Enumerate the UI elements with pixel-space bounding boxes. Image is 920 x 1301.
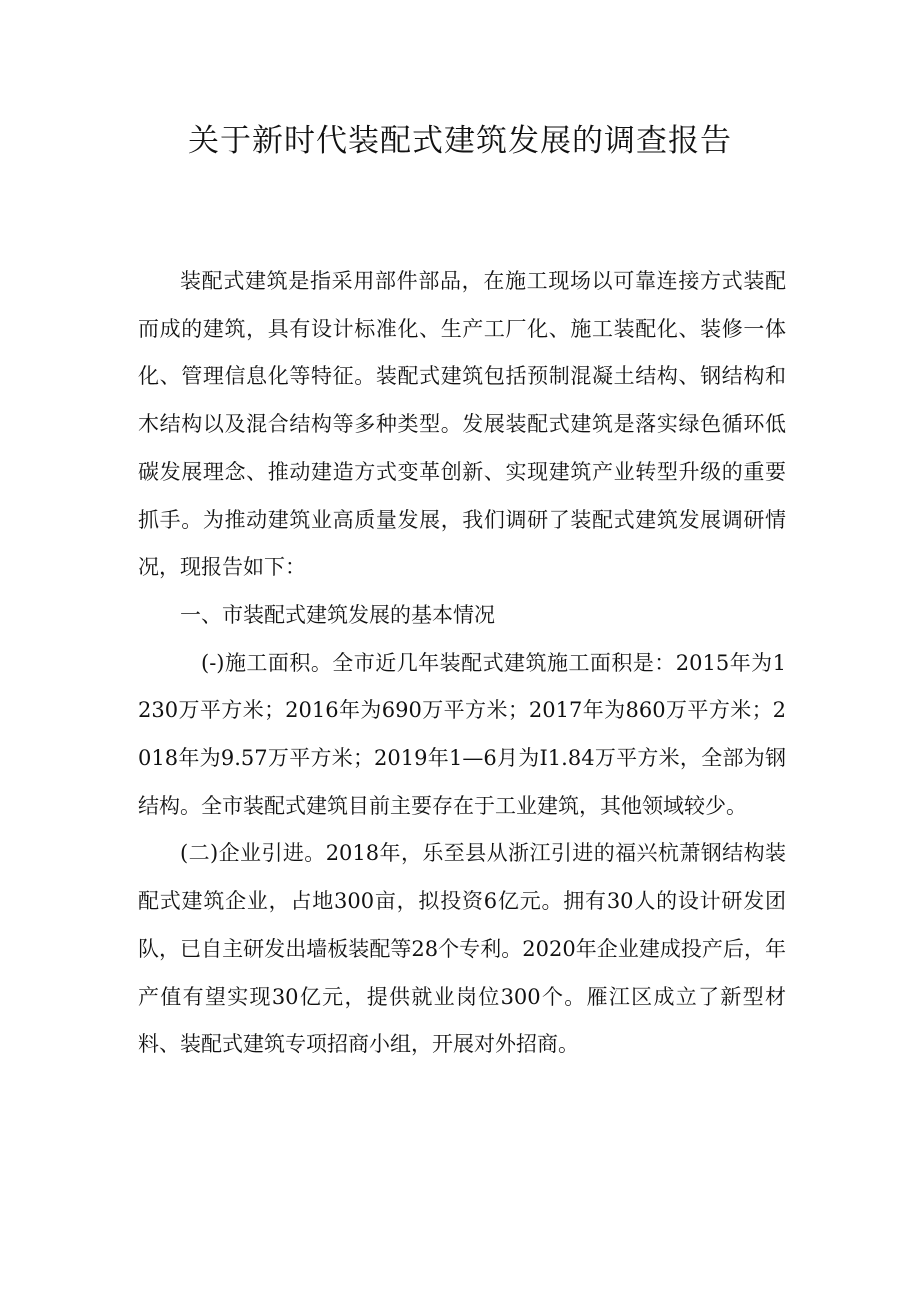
intro-paragraph: 装配式建筑是指采用部件部品，在施工现场以可靠连接方式装配而成的建筑，具有设计标准化、生产工厂化、施工装配化、装修一体化、管理信息化等特征。装配式建筑包括预制混凝土结构、钢结构和木结构以及混合结构等多种类型。发展装配式建筑是落实绿色循环低碳发展理念、推动建造方式变革创新、实现建筑产业转型升级的重要抓手。为推动建筑业高质量发展，我们调研了装配式建筑发展调研情况，现报告如下： [138,269,786,580]
document-title: 关于新时代装配式建筑发展的调查报告 [188,123,732,159]
section-heading: 一、市装配式建筑发展的基本情况 [180,602,495,627]
construction-area-paragraph: (-)施工面积。全市近几年装配式建筑施工面积是：2015年为1230万平方米；2016年为690万平方米；2017年为860万平方米；2018年为9.57万平方米；2019年1—6月为I1.84万平方米，全部为钢结构。全市装配式建筑目前主要存在于工业建筑，其他领域较少。 [138,650,786,818]
enterprise-introduction-paragraph: (二)企业引进。2018年，乐至县从浙江引进的福兴杭萧钢结构装配式建筑企业，占地300亩，拟投资6亿元。拥有30人的设计研发团队，已自主研发出墙板装配等28个专利。2020年企业建成投产后，年产值有望实现30亿元，提供就业岗位300个。雁江区成立了新型材料、装配式建筑专项招商小组，开展对外招商。 [138,841,786,1057]
document-body [138,258,786,1069]
